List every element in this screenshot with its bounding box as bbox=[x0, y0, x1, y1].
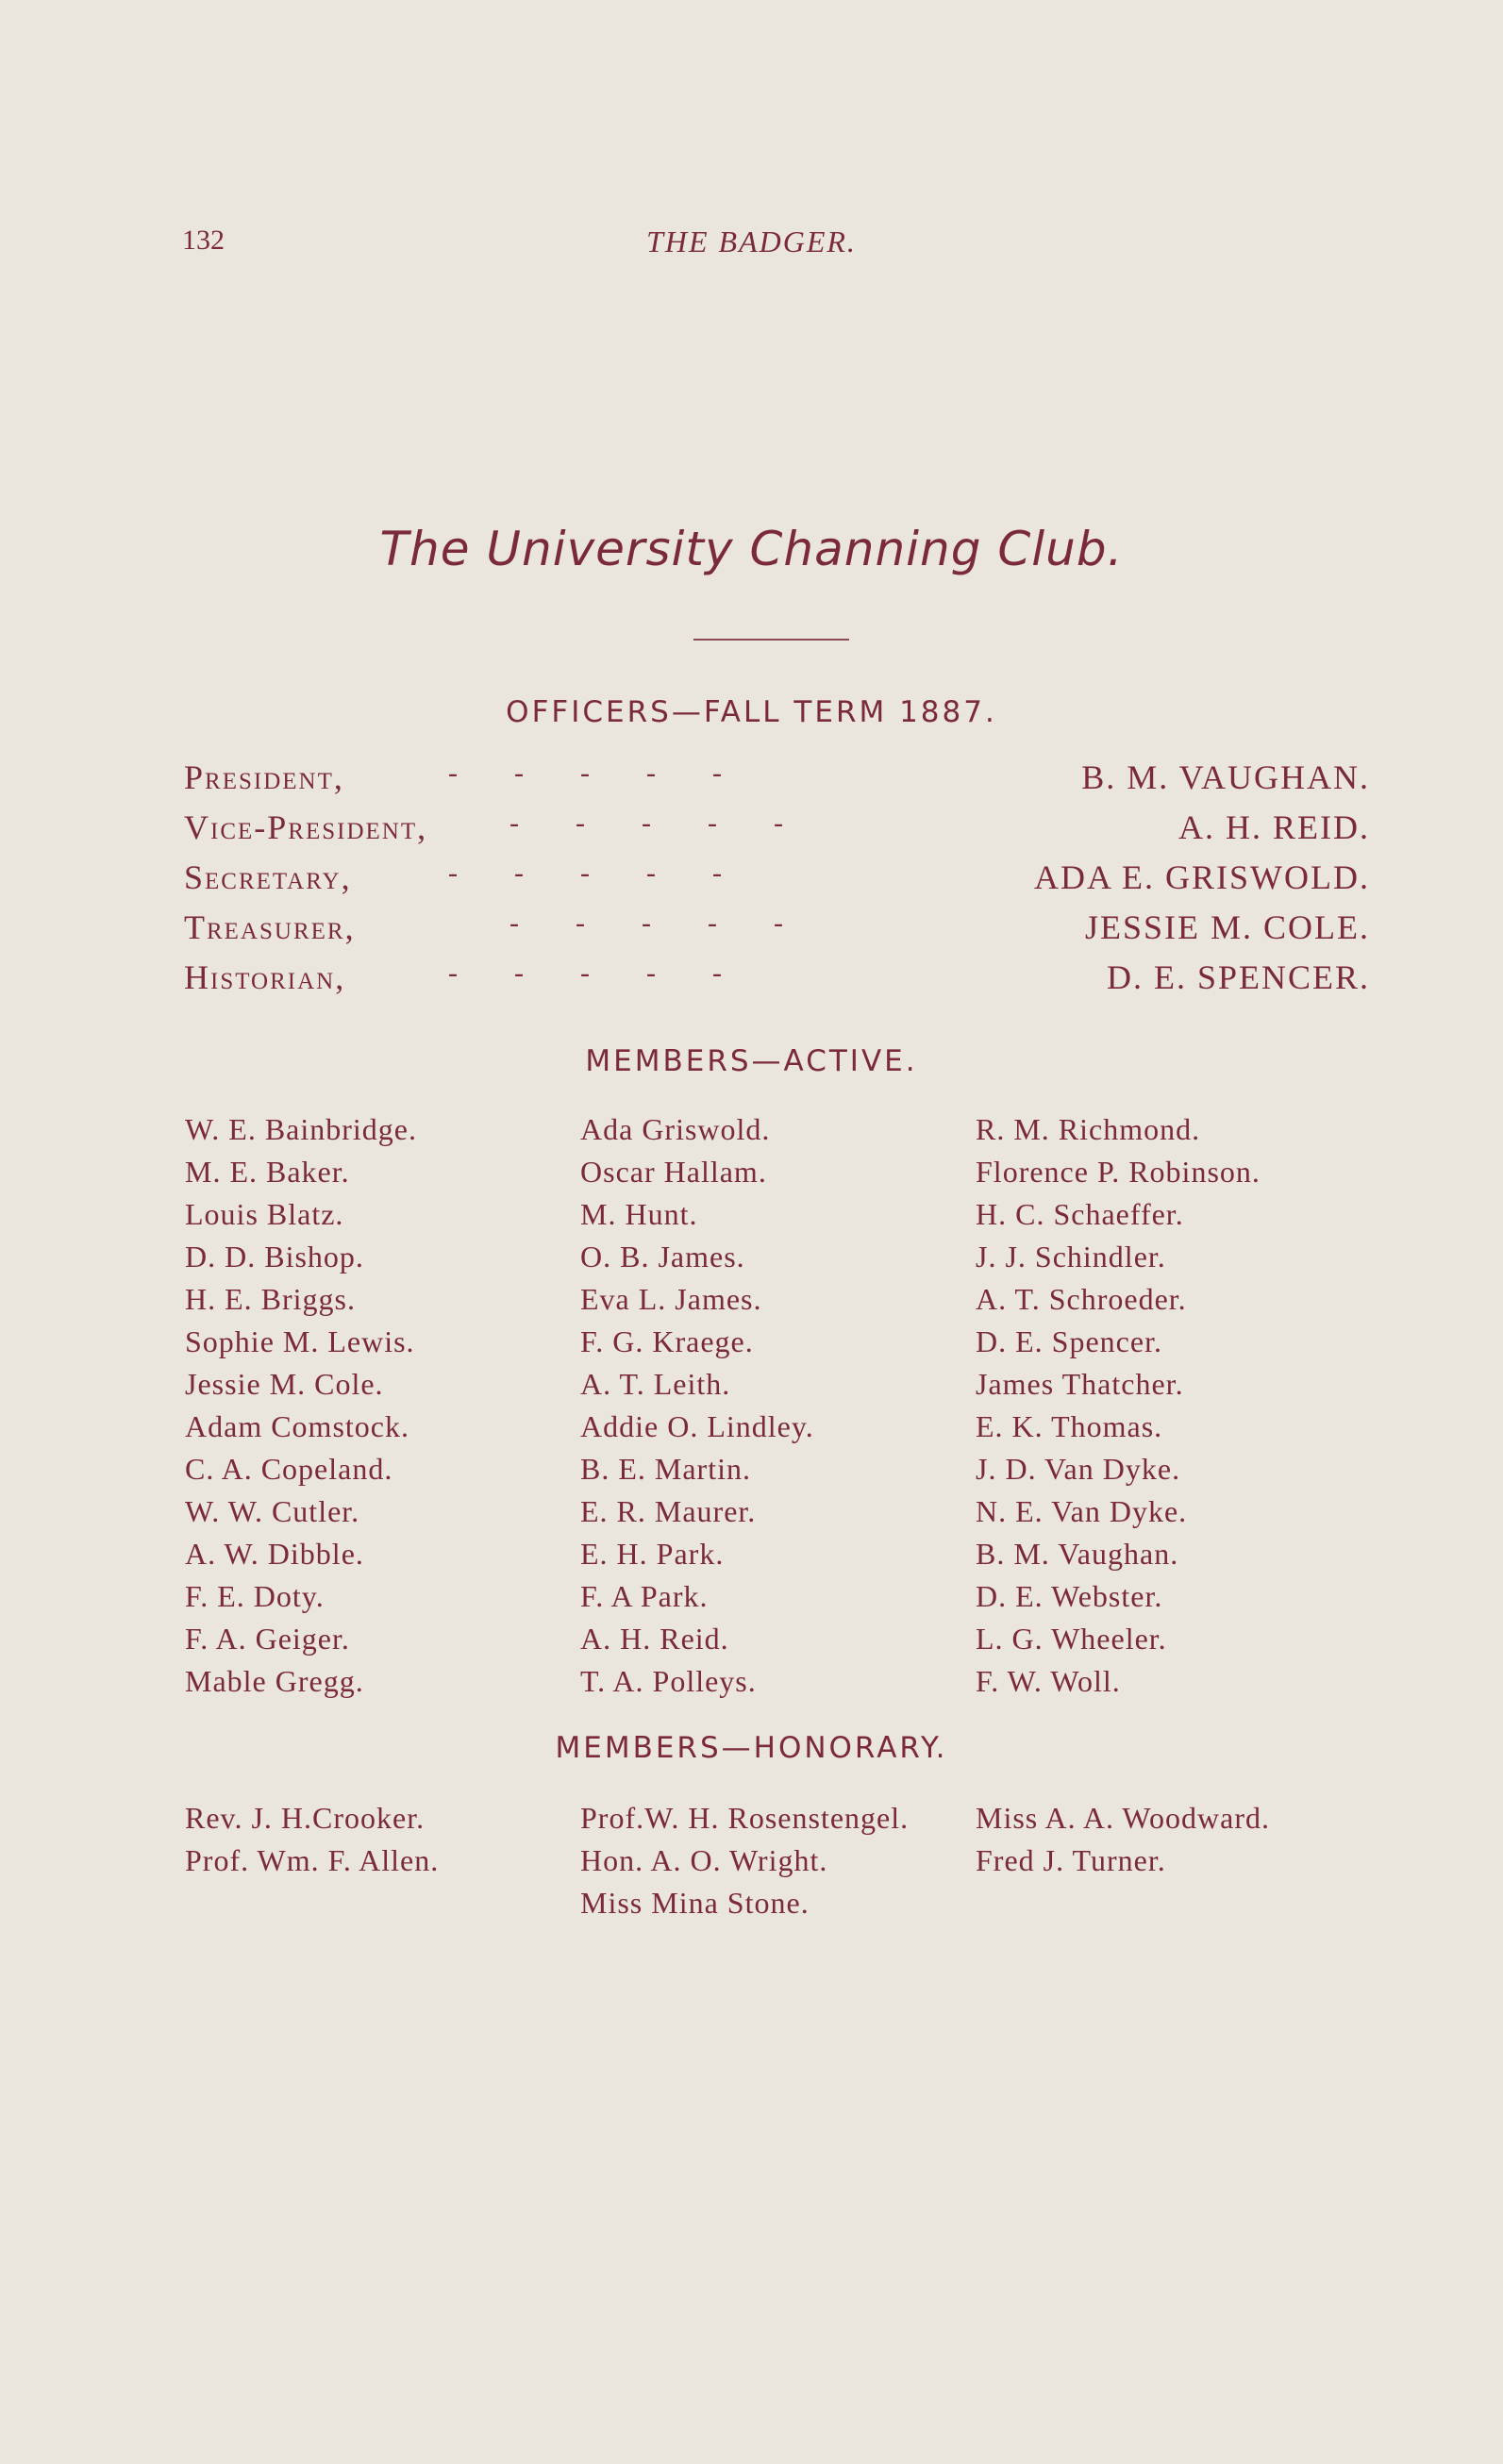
member-name: D. E. Webster. bbox=[976, 1579, 1163, 1613]
member-name: Louis Blatz. bbox=[185, 1197, 344, 1231]
member-name: N. E. Van Dyke. bbox=[976, 1494, 1188, 1528]
honorary-members-column-2 bbox=[580, 1797, 909, 1924]
officer-title: Secretary, bbox=[184, 858, 352, 896]
member-name: M. E. Baker. bbox=[185, 1155, 350, 1189]
member-name: W. W. Cutler. bbox=[185, 1494, 360, 1528]
officers-list bbox=[184, 758, 1370, 1007]
member-name: H. C. Schaeffer. bbox=[976, 1197, 1184, 1231]
officer-row bbox=[184, 857, 1370, 907]
member-name: A. H. Reid. bbox=[580, 1622, 729, 1656]
honorary-member-name: Miss Mina Stone. bbox=[580, 1886, 810, 1920]
officer-name: JESSIE M. COLE. bbox=[1084, 908, 1370, 946]
active-members-column-1 bbox=[185, 1108, 417, 1703]
officer-row bbox=[184, 807, 1370, 857]
member-name: B. M. Vaughan. bbox=[976, 1537, 1179, 1571]
officer-row bbox=[184, 957, 1370, 1007]
officer-name: D. E. SPENCER. bbox=[1106, 958, 1370, 996]
member-name: Mable Gregg. bbox=[185, 1664, 364, 1698]
member-name: F. A Park. bbox=[580, 1579, 709, 1613]
honorary-members-column-3 bbox=[976, 1797, 1270, 1882]
member-name: L. G. Wheeler. bbox=[976, 1622, 1167, 1656]
officer-name: B. M. VAUGHAN. bbox=[1081, 758, 1370, 796]
member-name: E. K. Thomas. bbox=[976, 1409, 1163, 1443]
member-name: D. E. Spencer. bbox=[976, 1324, 1162, 1358]
member-name: B. E. Martin. bbox=[580, 1452, 751, 1486]
member-name: Addie O. Lindley. bbox=[580, 1409, 814, 1443]
active-members-column-3 bbox=[976, 1108, 1261, 1703]
member-name: D. D. Bishop. bbox=[185, 1240, 364, 1274]
member-name: Florence P. Robinson. bbox=[976, 1155, 1261, 1189]
officer-row bbox=[184, 758, 1370, 807]
member-name: J. J. Schindler. bbox=[976, 1240, 1166, 1274]
leader-dashes: - - - - - bbox=[448, 857, 722, 889]
member-name: F. G. Kraege. bbox=[580, 1324, 754, 1358]
active-members-column-2 bbox=[580, 1108, 814, 1703]
leader-dashes: - - - - - bbox=[448, 957, 722, 989]
officer-title: Treasurer, bbox=[184, 908, 356, 946]
title-rule bbox=[693, 639, 849, 641]
officer-title: Historian, bbox=[184, 958, 346, 996]
member-name: W. E. Bainbridge. bbox=[185, 1112, 417, 1146]
officer-name: ADA E. GRISWOLD. bbox=[1034, 858, 1370, 896]
honorary-members-heading: MEMBERS—HONORARY. bbox=[555, 1731, 948, 1765]
honorary-member-name: Hon. A. O. Wright. bbox=[580, 1843, 828, 1877]
honorary-member-name: Rev. J. H.Crooker. bbox=[185, 1801, 426, 1835]
member-name: Sophie M. Lewis. bbox=[185, 1324, 415, 1358]
officer-title: Vice-President, bbox=[184, 808, 428, 846]
honorary-member-name: Prof.W. H. Rosenstengel. bbox=[580, 1801, 910, 1835]
member-name: C. A. Copeland. bbox=[185, 1452, 393, 1486]
member-name: M. Hunt. bbox=[580, 1197, 698, 1231]
active-members-heading: MEMBERS—ACTIVE. bbox=[585, 1044, 918, 1078]
member-name: Eva L. James. bbox=[580, 1282, 762, 1316]
leader-dashes: - - - - - bbox=[509, 907, 783, 939]
honorary-member-name: Prof. Wm. F. Allen. bbox=[185, 1843, 440, 1877]
honorary-member-name: Miss A. A. Woodward. bbox=[976, 1801, 1270, 1835]
member-name: E. H. Park. bbox=[580, 1537, 725, 1571]
member-name: Adam Comstock. bbox=[185, 1409, 409, 1443]
member-name: Oscar Hallam. bbox=[580, 1155, 767, 1189]
leader-dashes: - - - - - bbox=[509, 807, 783, 839]
member-name: T. A. Polleys. bbox=[580, 1664, 757, 1698]
honorary-member-name: Fred J. Turner. bbox=[976, 1843, 1166, 1877]
club-title: The University Channing Club. bbox=[379, 522, 1124, 576]
officer-name: A. H. REID. bbox=[1178, 808, 1370, 846]
page-number: 132 bbox=[182, 225, 225, 256]
officer-title: President, bbox=[184, 758, 344, 796]
member-name: James Thatcher. bbox=[976, 1367, 1184, 1401]
officer-row bbox=[184, 907, 1370, 957]
member-name: F. A. Geiger. bbox=[185, 1622, 350, 1656]
member-name: J. D. Van Dyke. bbox=[976, 1452, 1181, 1486]
officers-heading: OFFICERS—FALL TERM 1887. bbox=[506, 695, 997, 729]
running-title: THE BADGER. bbox=[646, 225, 857, 258]
member-name: A. T. Leith. bbox=[580, 1367, 731, 1401]
leader-dashes: - - - - - bbox=[448, 758, 722, 789]
member-name: A. T. Schroeder. bbox=[976, 1282, 1187, 1316]
member-name: F. W. Woll. bbox=[976, 1664, 1121, 1698]
member-name: E. R. Maurer. bbox=[580, 1494, 757, 1528]
member-name: F. E. Doty. bbox=[185, 1579, 325, 1613]
member-name: R. M. Richmond. bbox=[976, 1112, 1201, 1146]
member-name: A. W. Dibble. bbox=[185, 1537, 364, 1571]
member-name: O. B. James. bbox=[580, 1240, 745, 1274]
member-name: H. E. Briggs. bbox=[185, 1282, 356, 1316]
honorary-members-column-1 bbox=[185, 1797, 439, 1882]
member-name: Ada Griswold. bbox=[580, 1112, 771, 1146]
member-name: Jessie M. Cole. bbox=[185, 1367, 384, 1401]
